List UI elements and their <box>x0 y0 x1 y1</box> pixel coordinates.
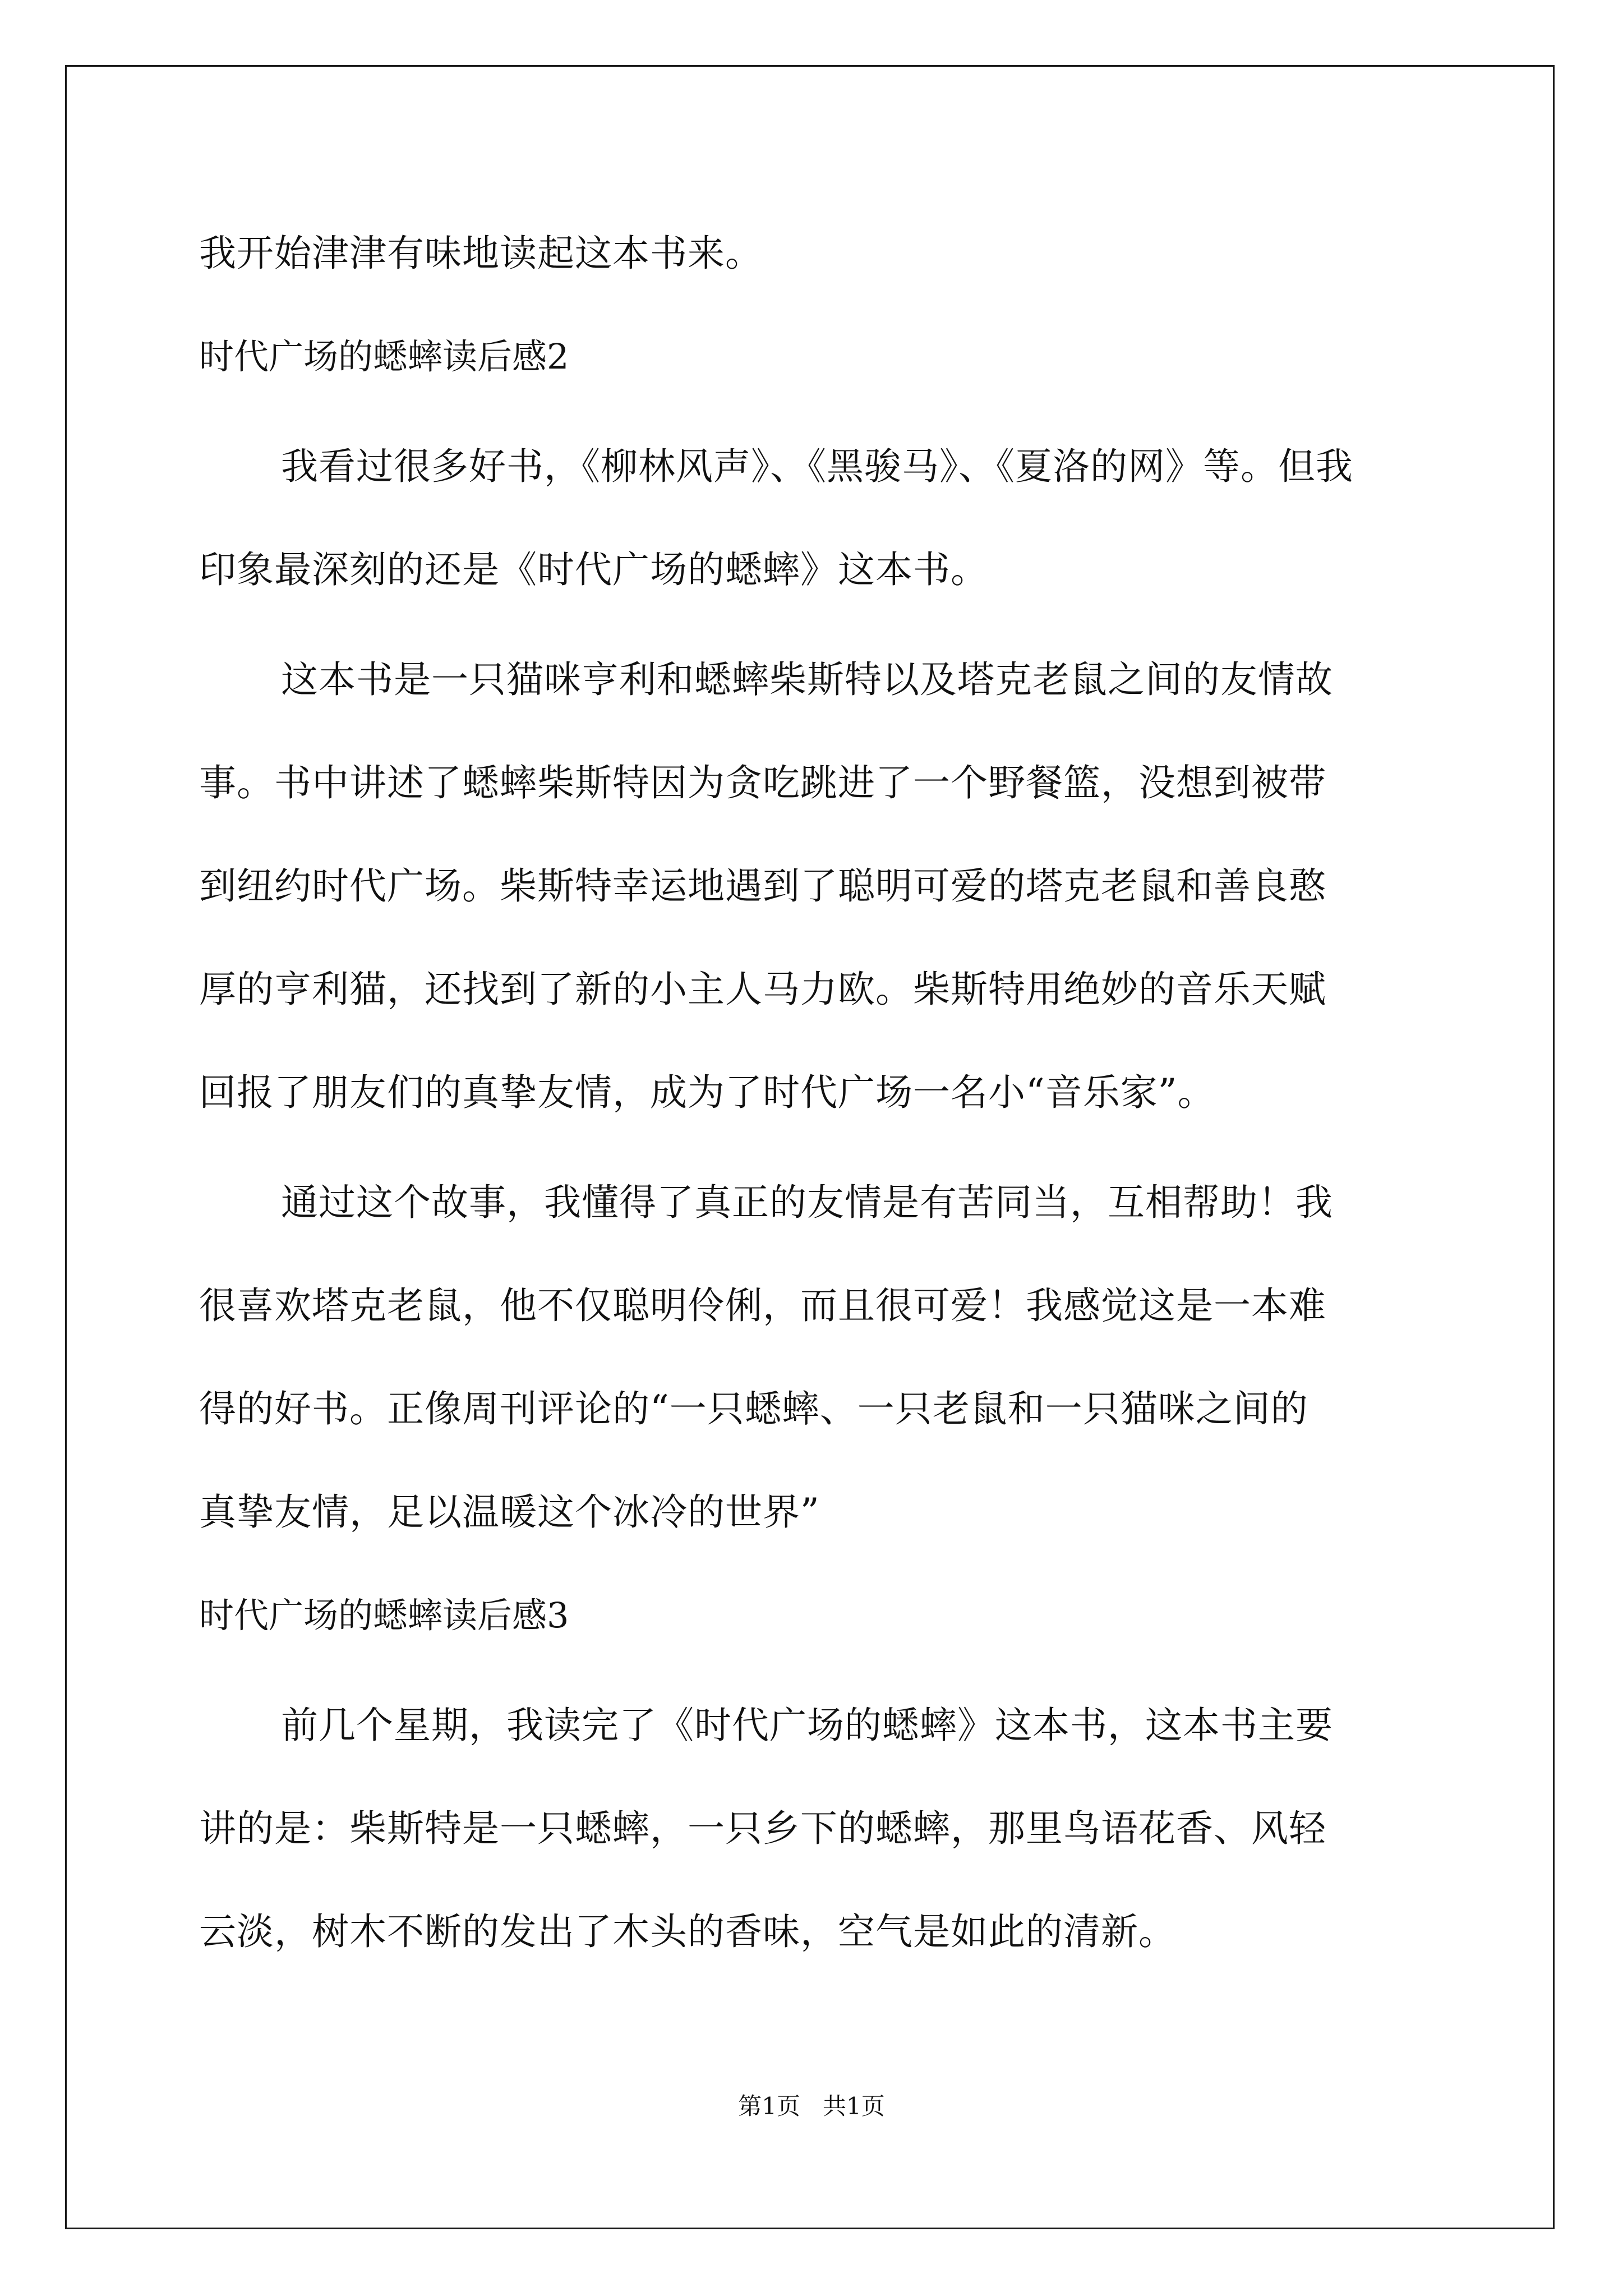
page-number-footer: 第1页 共1页 <box>738 2092 885 2120</box>
paragraph-line: 我开始津津有味地读起这本书来。 <box>199 232 763 275</box>
paragraph-line: 印象最深刻的还是《时代广场的蟋蟀》这本书。 <box>199 548 988 591</box>
paragraph-line: 很喜欢塔克老鼠，他不仅聪明伶俐，而且很可爱！我感觉这是一本难 <box>199 1284 1326 1327</box>
paragraph-line: 我看过很多好书，《柳林风声》、《黑骏马》、《夏洛的网》等。但我 <box>281 445 1353 488</box>
paragraph-line: 真挚友情，足以温暖这个冰冷的世界” <box>199 1490 820 1534</box>
paragraph-line: 厚的亨利猫，还找到了新的小主人马力欧。柴斯特用绝妙的音乐天赋 <box>199 968 1326 1011</box>
paragraph-line: 云淡，树木不断的发出了木头的香味，空气是如此的清新。 <box>199 1910 1176 1953</box>
paragraph-line: 事。书中讲述了蟋蟀柴斯特因为贪吃跳进了一个野餐篮，没想到被带 <box>199 761 1326 804</box>
paragraph-line: 通过这个故事，我懂得了真正的友情是有苦同当，互相帮助！我 <box>281 1181 1333 1224</box>
paragraph-line: 到纽约时代广场。柴斯特幸运地遇到了聪明可爱的塔克老鼠和善良憨 <box>199 864 1326 908</box>
paragraph-line: 前几个星期，我读完了《时代广场的蟋蟀》这本书，这本书主要 <box>281 1704 1333 1747</box>
paragraph-line: 得的好书。正像周刊评论的“一只蟋蟀、一只老鼠和一只猫咪之间的 <box>199 1387 1308 1430</box>
paragraph-line: 讲的是：柴斯特是一只蟋蟀，一只乡下的蟋蟀，那里鸟语花香、风轻 <box>199 1807 1326 1850</box>
page-border <box>65 65 1555 2229</box>
paragraph-line: 回报了朋友们的真挚友情，成为了时代广场一名小“音乐家”。 <box>199 1071 1215 1114</box>
paragraph-line: 这本书是一只猫咪亨利和蟋蟀柴斯特以及塔克老鼠之间的友情故 <box>281 658 1333 701</box>
section-heading: 时代广场的蟋蟀读后感3 <box>199 1595 569 1636</box>
section-heading: 时代广场的蟋蟀读后感2 <box>199 336 569 377</box>
